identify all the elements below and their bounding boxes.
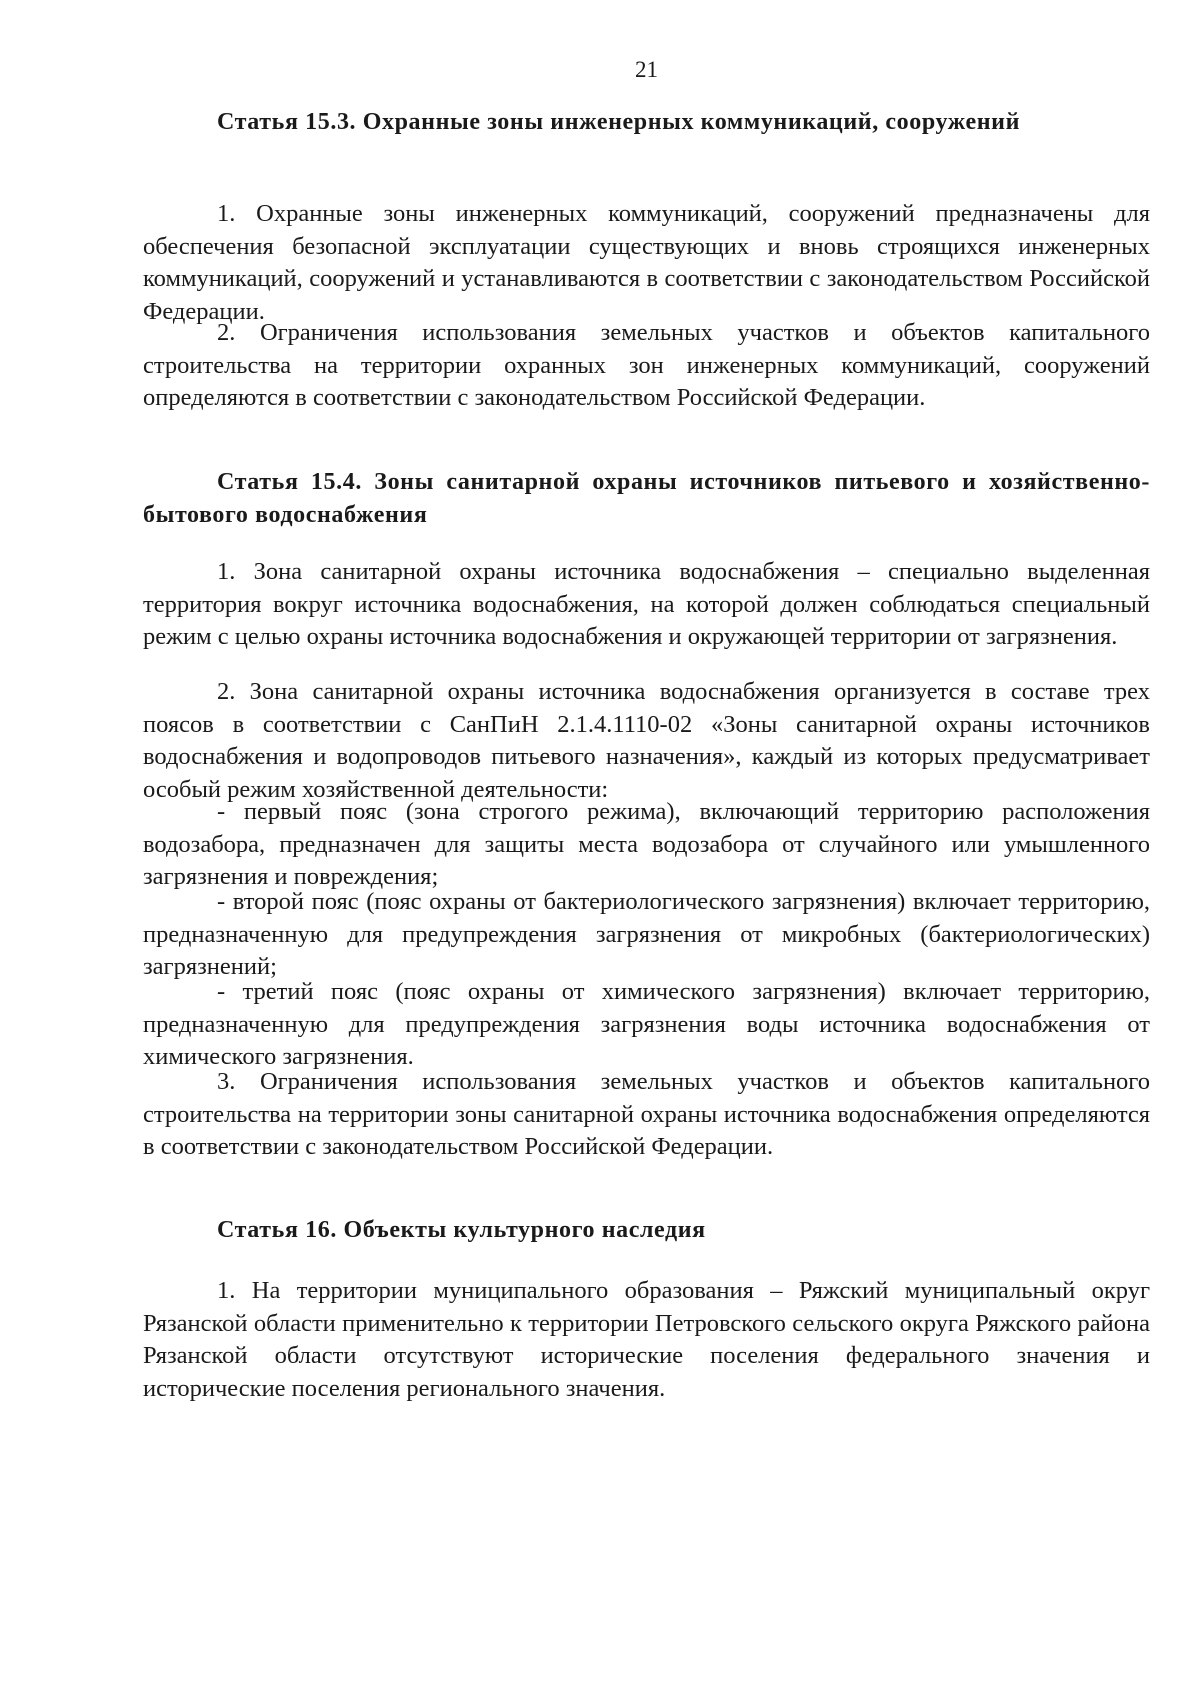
paragraph: 2. Ограничения использования земельных участков и объектов капитального строительства на территории охранных зон инженерных коммуникаций, сооружений определяются в соответствии с законодательством Российской Федерации. — [143, 319, 1150, 412]
list-item: - третий пояс (пояс охраны от химического загрязнения) включает территорию, предназначенную для предупреждения загрязнения воды источника водоснабжения от химического загрязнения. — [143, 978, 1150, 1071]
paragraph: 1. Зона санитарной охраны источника водоснабжения – специально выделенная территория вокруг источника водоснабжения, на которой должен соблюдаться специальный режим с целью охраны источника водоснабжения и окружающей территории от загрязнения. — [143, 558, 1150, 651]
article-heading-15-3: Статья 15.3. Охранные зоны инженерных коммуникаций, сооружений — [217, 109, 1021, 135]
paragraph: 3. Ограничения использования земельных участков и объектов капитального строительства на территории зоны санитарной охраны источника водоснабжения определяются в соответствии с законодательством Российской Федерации. — [143, 1068, 1150, 1161]
paragraph: 1. Охранные зоны инженерных коммуникаций, сооружений предназначены для обеспечения безопасной эксплуатации существующих и вновь строящихся инженерных коммуникаций, сооружений и устанавливаются в соответствии с законодательством Российской Федерации. — [143, 200, 1150, 325]
list-item: - первый пояс (зона строгого режима), включающий территорию расположения водозабора, предназначен для защиты места водозабора от случайного или умышленного загрязнения и повреждения; — [143, 798, 1150, 891]
paragraph: 1. На территории муниципального образования – Ряжский муниципальный округ Рязанской области применительно к территории Петровского сельского округа Ряжского района Рязанской области отсутствуют исторические поселения федерального значения и исторические поселения регионального значения. — [143, 1277, 1150, 1402]
list-item: - второй пояс (пояс охраны от бактериологического загрязнения) включает территорию, предназначенную для предупреждения загрязнения от микробных (бактериологических) загрязнений; — [143, 888, 1150, 981]
article-heading-15-4: Статья 15.4. Зоны санитарной охраны источников питьевого и хозяйственно-бытового водоснабжения — [143, 469, 1150, 528]
page-number: 21 — [635, 57, 658, 82]
article-heading-16: Статья 16. Объекты культурного наследия — [217, 1217, 706, 1243]
paragraph: 2. Зона санитарной охраны источника водоснабжения организуется в составе трех поясов в соответствии с СанПиН 2.1.4.1110-02 «Зоны санитарной охраны источников водоснабжения и водопроводов питьевого назначения», каждый из которых предусматривает особый режим хозяйственной деятельности: — [143, 678, 1150, 803]
